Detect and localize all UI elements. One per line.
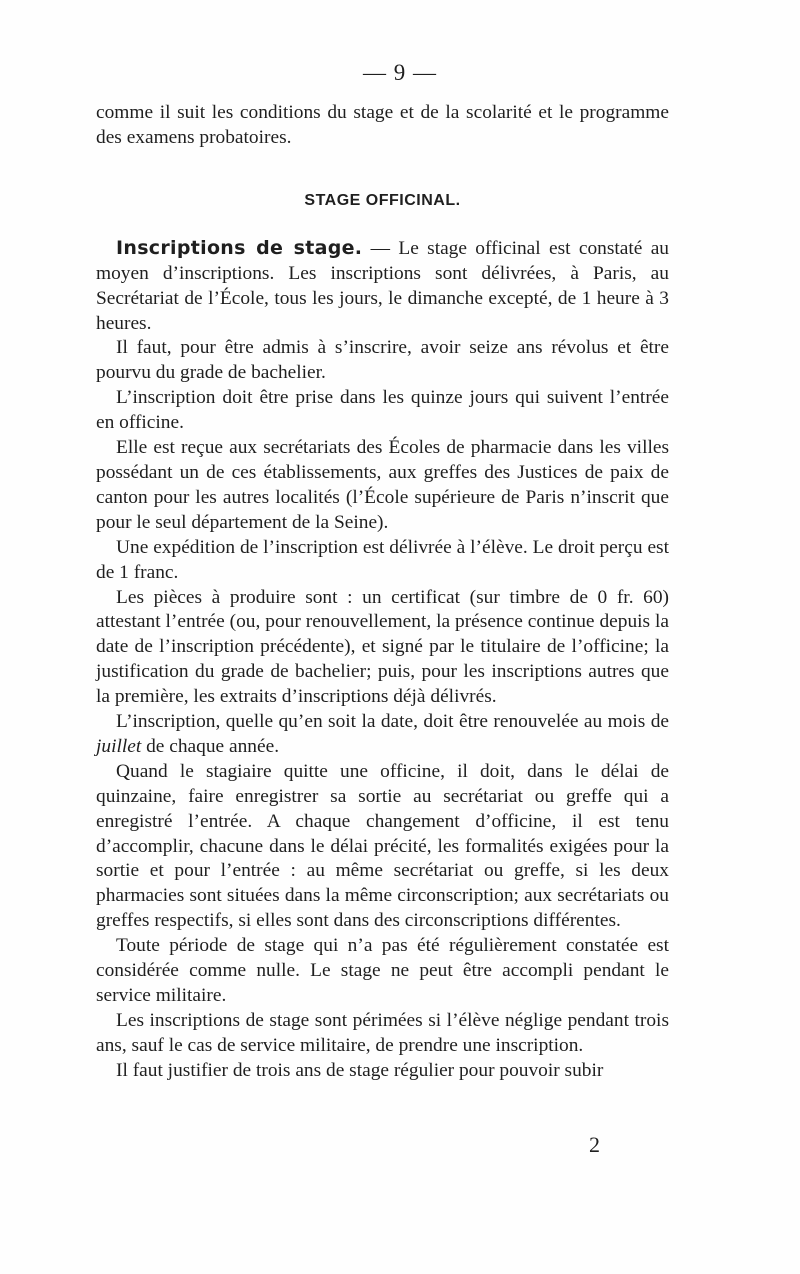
- paragraph-three-years: Il faut justifier de trois ans de stage régulier pour pouvoir subir: [116, 1059, 604, 1081]
- paragraph-inscriptions: [96, 236, 669, 337]
- paragraph-text: de chaque année.: [141, 735, 280, 757]
- intro-paragraph: comme il suit les conditions du stage et de la scolarité et le programme des examens probatoires.: [96, 102, 669, 148]
- signature-mark: 2: [589, 1132, 600, 1157]
- paragraph-change-officine: Quand le stagiaire quitte une officine, il doit, dans le délai de quinzaine, faire enregistrer sa sortie au secrétariat ou greffe qui a enregistré l’entrée. A chaque changement d’officine, il est tenu d’accomplir, chacune dans le délai précité, les formalités exigées pour la sortie et pour l’entrée : au même secrétariat ou greffe, si les deux pharmacies sont situées dans la même circonscription; aux secrétariats ou greffes respectifs, si elles sont dans des circonscriptions différentes.: [96, 760, 669, 932]
- paragraph-nullity: Toute période de stage qui n’a pas été régulièrement constatée est considérée comme nulle. Le stage ne peut être accompli pendant le service militaire.: [96, 935, 669, 1006]
- paragraph-admission: Il faut, pour être admis à s’inscrire, avoir seize ans révolus et être pourvu du grade de bachelier.: [96, 337, 669, 384]
- paragraph-fee: Une expédition de l’inscription est délivrée à l’élève. Le droit perçu est de 1 franc.: [96, 536, 669, 583]
- italic-month: juillet: [96, 735, 142, 757]
- page-number: — 9 —: [363, 60, 437, 85]
- paragraph-text: L’inscription, quelle qu’en soit la date, doit être renouvelée au mois de: [116, 711, 669, 733]
- body-text: [96, 101, 669, 1084]
- paragraph-documents: Les pièces à produire sont : un certificat (sur timbre de 0 fr. 60) attestant l’entrée (ou, pour renouvellement, la présence continue depuis la date de l’inscription précédente), et signé par le titulaire de l’officine; la justification du grade de bachelier; puis, pour les inscriptions autres que la première, les extraits d’inscriptions déjà délivrés.: [96, 586, 669, 708]
- paragraph-secretariats: Elle est reçue aux secrétariats des Écoles de pharmacie dans les villes possédant un de ces établissements, aux greffes des Justices de paix de canton pour les autres localités (l’École supérieure de Paris n’inscrit que pour le seul département de la Seine).: [96, 437, 669, 533]
- paragraph-text: — Le stage officinal est constaté au moyen d’inscriptions. Les inscriptions sont délivrées, à Paris, au Secrétariat de l’École, tous les jours, le dimanche excepté, de 1 heure à 3 heures.: [96, 237, 669, 334]
- paragraph-renewal: [96, 710, 669, 760]
- section-title: STAGE OFFICINAL.: [304, 191, 461, 209]
- paragraph-delay: L’inscription doit être prise dans les quinze jours qui suivent l’entrée en officine.: [96, 387, 669, 434]
- run-in-heading: Inscriptions de stage.: [116, 236, 363, 259]
- paragraph-expiry: Les inscriptions de stage sont périmées si l’élève néglige pendant trois ans, sauf le cas de service militaire, de prendre une inscription.: [96, 1009, 669, 1056]
